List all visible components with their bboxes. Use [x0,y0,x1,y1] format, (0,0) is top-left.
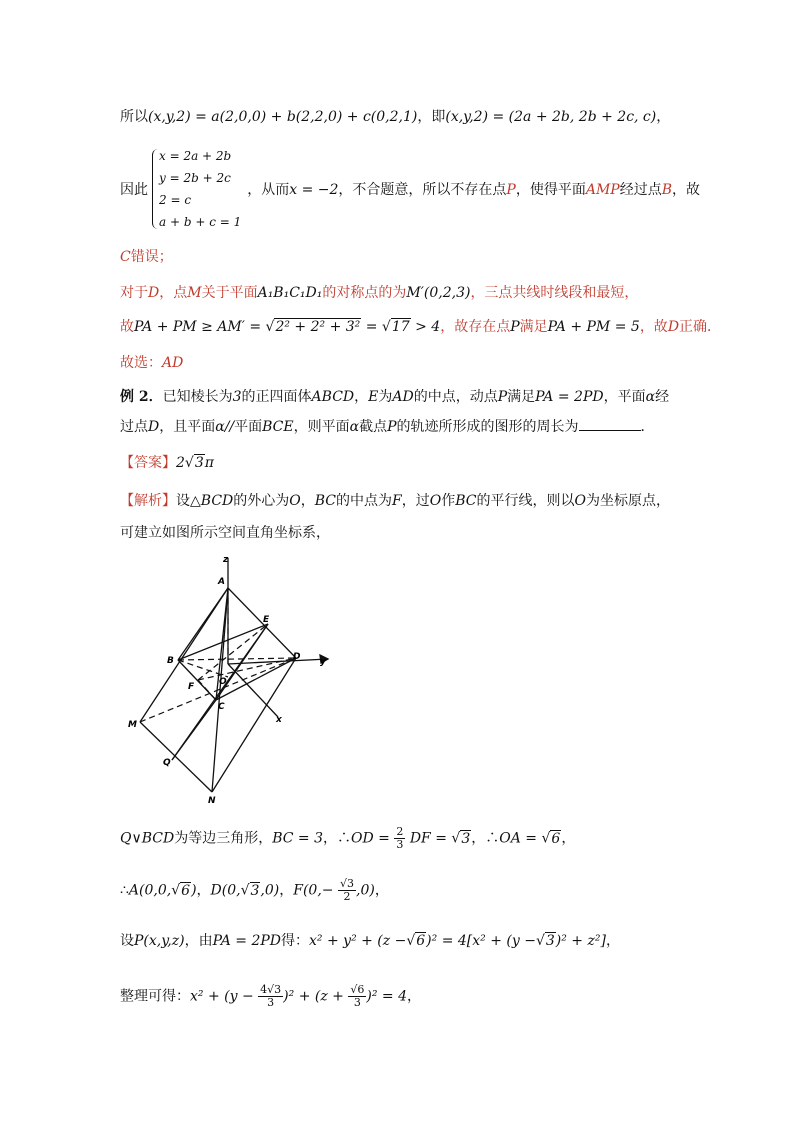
edge-AB [178,588,228,660]
radicand: 3 [250,882,260,899]
text: 设 [176,493,190,509]
label-E: E [263,615,270,625]
equation: PA = 2PD [212,933,282,949]
text: 可建立如图所示空间直角坐标系， [120,525,330,541]
equation: PA + PM = 5 [547,319,640,335]
radicand: 3 [545,933,555,949]
plane-label: AMP [585,182,620,198]
equation: x = 2a + 2b [159,149,232,163]
segment-label: BC [314,493,337,509]
text: 设 [120,933,134,949]
coord: A(0,0, [128,882,172,899]
radicand: 2² + 2² + 3² [275,319,361,335]
text: ， [407,988,421,1005]
radicand: 17 [391,319,410,335]
answer: AD [162,355,184,371]
fraction: $\frac{√3}{2}$ [339,877,354,903]
plane-label: α [645,389,656,405]
text: ，平面 [603,389,646,405]
text: ，过 [401,493,430,509]
label-F: F [188,682,195,692]
text: 得： [281,933,310,949]
label-y: y [320,657,326,667]
edge-MN [140,722,212,792]
option-label: C [120,249,131,265]
text: ，故 [639,319,668,335]
equation: (x,y,2) = (2a + 2b, 2b + 2c, c) [445,109,657,125]
text: ，则平面 [293,419,350,435]
text: ，∴ [471,830,500,847]
text: ，从而 [247,182,290,198]
fraction [348,984,366,1009]
point-label: P [506,182,516,198]
text: 的对称点的为 [322,285,407,301]
equation: )² + z²] [555,933,606,949]
number: 2 [176,455,185,471]
label-D: D [293,652,301,662]
text: 截点 [359,419,388,435]
equation: )² = 4 [366,988,407,1005]
solution-label: 【解析】 [120,493,176,509]
denominator: 3 [267,996,275,1009]
equation: )² = 4[x² + (y − [426,933,536,949]
label-M: M [128,720,137,730]
line-2 [120,148,700,230]
text: ， [656,109,671,125]
equation: DF = [409,830,447,847]
text: 整理可得： [120,988,190,1005]
radicand: 3 [194,455,204,471]
fraction [258,984,283,1009]
radicand: 3 [461,830,471,847]
tetrahedron-figure [120,552,340,807]
point-label: F [392,493,402,509]
text: 关于平面 [201,285,258,301]
example-label: 例 2． [120,389,163,405]
segment-label: BC [455,493,477,509]
equation: )² + (z + [283,988,344,1005]
line-1 [120,106,670,126]
equation: x = −2 [289,182,339,198]
point-label: D [148,419,160,435]
point-label: B [661,182,673,198]
answer-label: 【答案】 [120,455,176,471]
pi-symbol: π [204,455,214,471]
label-Q: Q [163,758,171,768]
equation: (x,y,2) = a(2,0,0) + b(2,2,0) + c(0,2,1) [148,109,418,125]
text: ，点 [159,285,188,301]
text: 的平行线，则以 [476,493,575,509]
point-label: M [187,285,202,301]
point-label: O [574,493,586,509]
plane-label: BCE [262,419,294,435]
point-label: O [429,493,442,509]
solid-label: ABCD [311,389,355,405]
edge-FD [198,658,296,680]
text: ，且平面 [159,419,216,435]
point-label: O [289,493,301,509]
equation: OD = [351,830,390,847]
point-label: P [510,319,520,335]
equation: OA = [499,830,538,847]
text: ， [196,882,211,899]
line-5: 故PA + PM ≥ AM′ = √2² + 2² + 3² = √17 > 4，故存在点P满足PA + PM = 5，故D正确． [120,319,722,335]
text: 故 [120,319,134,335]
option-label: D [148,285,160,301]
point-label: F [293,882,303,899]
text: 的正四面体 [241,389,312,405]
point-label: P [497,389,508,405]
equation: PA = 2PD [535,389,604,405]
label-B: B [167,656,174,666]
text: ，∴ [323,830,352,847]
edge-BD [178,658,296,660]
coord: ) [191,882,197,899]
parallel-symbol: α// [215,419,235,435]
text: ∴ [120,882,129,899]
plane-label: A₁B₁C₁D₁ [257,285,323,301]
text: 正确． [679,319,722,335]
line-6 [120,352,183,372]
point-label: E [368,389,379,405]
line-4 [120,282,638,302]
text: ，故存在点 [440,319,511,335]
text: ， [374,882,389,899]
point-coord: M′(0,2,3) [406,285,471,301]
equation: y = 2b + 2c [159,171,231,185]
coord: ,0) [260,882,280,899]
line-3 [120,246,173,266]
text: 满足 [519,319,548,335]
text: ， [300,493,315,509]
answer-line: 【答案】2√3π [120,455,214,471]
text: 为 [378,389,393,405]
text: 为坐标原点， [585,493,670,509]
option-label: D [667,319,680,335]
text: ，不合题意，所以不存在点 [338,182,507,198]
segment-label: AD [392,389,414,405]
equation: BC = 3 [272,830,324,847]
text: 的轨迹所形成的图形的周长为 [396,419,579,435]
calc-line-4 [120,984,421,1009]
text: 平面 [234,419,263,435]
equation: 2 = c [159,193,192,207]
text: 的中点为 [336,493,393,509]
solution-line-1 [120,490,670,510]
text: 过点 [120,419,148,435]
radicand: 6 [551,830,561,847]
coord: P(x,y,z) [134,933,185,949]
denominator: 3 [396,838,404,851]
text: ，使得平面 [515,182,586,198]
label-x: x [276,715,282,725]
text: 满足 [507,389,536,405]
edge-AN [212,588,228,792]
triangle-label: Q∨BCD [120,830,175,847]
triangle-label: △BCD [190,493,234,509]
text: 作 [441,493,456,509]
edge-QC [172,700,216,760]
text: 经 [655,389,670,405]
numerator: 4√3 [260,983,282,996]
label-N: N [208,796,216,806]
inequality: > 4 [415,319,441,335]
text: ，由 [184,933,213,949]
radicand: 6 [181,882,191,899]
numerator: √6 [350,983,365,996]
coord: (0,− [302,882,334,899]
coord: D(0, [210,882,241,899]
text: 对于 [120,285,148,301]
numerator: 2 [396,825,404,838]
edge-BC [178,660,216,700]
denominator: 2 [343,890,351,903]
denominator: 3 [353,996,361,1009]
number: 3 [232,389,242,405]
text: ， [279,882,294,899]
equation: x² + y² + (z − [309,933,407,949]
text: 所以 [120,109,148,125]
text: 的外心为 [233,493,290,509]
point-label: P [387,419,397,435]
calc-line-2: ∴A(0,0,√6)，D(0,√3,0)，F(0,− $\frac{√3}{2}$ ,0)， [120,877,389,903]
text: ，即 [417,109,446,125]
radicand: 6 [416,933,426,949]
inequality: PA + PM ≥ AM′ = [134,319,262,335]
text: 故选： [120,355,162,371]
plane-label: α [349,419,360,435]
text: 为等边三角形， [174,830,273,847]
example-2-line-2 [120,416,655,436]
text: 错误； [130,249,173,265]
text: ， [605,933,620,949]
label-O: O [219,677,227,687]
radicand: 3 [347,877,354,890]
text: 已知棱长为 [162,389,233,405]
text: ，三点共线时线段和最短， [470,285,639,301]
equals: = [365,319,378,335]
equation: a + b + c = 1 [159,215,242,229]
equation: x² + (y − [190,988,254,1005]
fraction [394,826,405,851]
text: ，故 [672,182,701,198]
answer-blank [579,418,641,431]
label-A: A [218,577,225,587]
text: 因此 [120,182,148,198]
calc-line-3: 设P(x,y,z)，由PA = 2PD得：x² + y² + (z −√6)² = 4[x² + (y −√3)² + z²]， [120,933,620,949]
label-C: C [218,702,225,712]
calc-line-1: Q∨BCD为等边三角形，BC = 3，∴OD = $\frac{2}{3}$ DF = √3，∴OA = √6， [120,825,576,851]
coord: ,0) [356,882,375,899]
text: ． [640,419,655,435]
example-2-line-1 [120,386,669,406]
solution-line-2 [120,522,330,542]
text: ， [561,830,576,847]
text: 的中点，动点 [413,389,498,405]
equation-system [152,149,241,229]
text: 经过点 [619,182,662,198]
text: ， [354,389,369,405]
label-z: z [223,555,229,565]
